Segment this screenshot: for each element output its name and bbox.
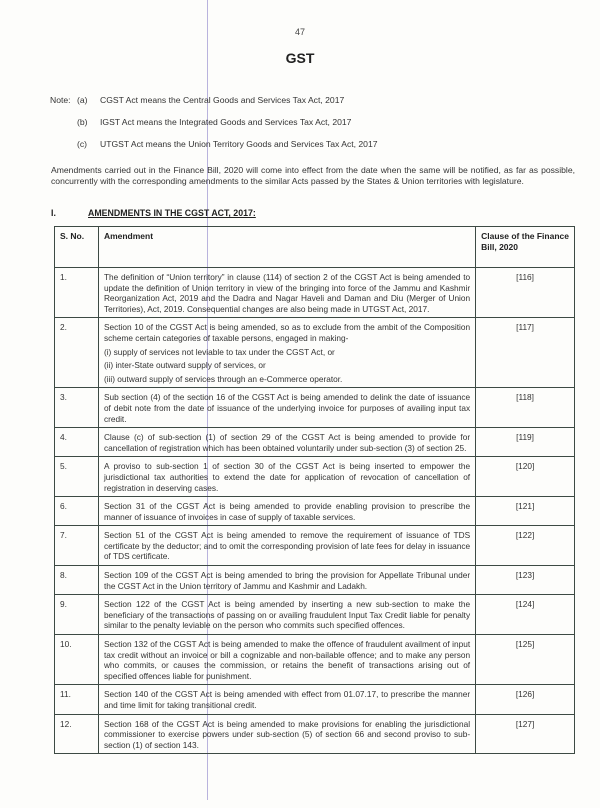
header-clause: Clause of the Finance Bill, 2020 bbox=[476, 227, 575, 268]
intro-paragraph: Amendments carried out in the Finance Bill, 2020 will come into effect from the date when the same will be notified, as far as possible, concurrently with the corresponding amendments to the similar Acts passed by the States & Union territories with legislature. bbox=[51, 165, 575, 187]
row-amendment: Section 109 of the CGST Act is being amended to bring the provision for Appellate Tribunal under the CGST Act in the Union territory of Jammu and Kashmir and Ladakh. bbox=[98, 566, 475, 595]
row-clause: [118] bbox=[476, 388, 575, 428]
row-clause: [120] bbox=[476, 457, 575, 497]
row-sno: 3. bbox=[55, 388, 99, 428]
page-title: GST bbox=[285, 50, 315, 66]
note-item-c bbox=[50, 139, 378, 149]
row-sno: 5. bbox=[55, 457, 99, 497]
row-sno: 6. bbox=[55, 497, 99, 526]
table-row bbox=[55, 497, 575, 526]
row-amendment bbox=[98, 318, 475, 388]
row-amendment: Section 51 of the CGST Act is being amended to remove the requirement of issuance of TDS certificate by the deductor; and to omit the corresponding provision of late fees for delay in issuance of TDS certificate. bbox=[98, 526, 475, 566]
row-amendment: Section 132 of the CGST Act is being amended to make the offence of fraudulent availment of input tax credit without an invoice or bill a cognizable and non-bailable offence; and to make any person who commits, or causes the commission, or retains the benefit of transactions arising out of specified offences liable for punishment. bbox=[98, 635, 475, 685]
row-clause: [123] bbox=[476, 566, 575, 595]
row-sub-item: (iii) outward supply of services through an e-Commerce operator. bbox=[103, 373, 343, 384]
header-amendment: Amendment bbox=[98, 227, 475, 268]
row-sub-item: (ii) inter-State outward supply of services, or bbox=[103, 360, 266, 371]
amendments-table bbox=[54, 226, 575, 754]
section-number: I. bbox=[51, 208, 56, 218]
table-row bbox=[55, 318, 575, 388]
row-sno: 2. bbox=[55, 318, 99, 388]
row-amendment: Section 122 of the CGST Act is being amended by inserting a new sub-section to make the beneficiary of the transactions of passing on or availing fraudulent Input Tax Credit liable for penalty similar to the penalty leviable on the person who commits such specified offences. bbox=[98, 595, 475, 635]
row-clause: [124] bbox=[476, 595, 575, 635]
row-clause: [117] bbox=[476, 318, 575, 388]
row-amendment-text: Section 10 of the CGST Act is being amended, so as to exclude from the ambit of the Composition scheme certain categories of taxable persons, engaged in making- bbox=[103, 322, 471, 343]
row-sno: 8. bbox=[55, 566, 99, 595]
row-sno: 9. bbox=[55, 595, 99, 635]
row-amendment: Section 168 of the CGST Act is being amended to make provisions for enabling the jurisdictional commissioner to exercise powers under sub-section (5) of section 66 and second proviso to sub-section (1) of section 143. bbox=[98, 714, 475, 754]
row-sno: 4. bbox=[55, 428, 99, 457]
section-heading bbox=[51, 208, 256, 218]
note-text: CGST Act means the Central Goods and Services Tax Act, 2017 bbox=[100, 95, 345, 105]
row-amendment: Section 31 of the CGST Act is being amended to provide enabling provision to prescribe the manner of issuance of invoices in case of supply of taxable services. bbox=[98, 497, 475, 526]
section-title: AMENDMENTS IN THE CGST ACT, 2017: bbox=[88, 208, 256, 218]
row-clause: [127] bbox=[476, 714, 575, 754]
note-text: UTGST Act means the Union Territory Goods and Services Tax Act, 2017 bbox=[100, 139, 378, 149]
row-clause: [121] bbox=[476, 497, 575, 526]
row-sub-item: (i) supply of services not leviable to tax under the CGST Act, or bbox=[103, 346, 335, 357]
table-row bbox=[55, 388, 575, 428]
row-clause: [116] bbox=[476, 268, 575, 318]
table-row bbox=[55, 595, 575, 635]
row-sno: 10. bbox=[55, 635, 99, 685]
row-sno: 12. bbox=[55, 714, 99, 754]
row-clause: [119] bbox=[476, 428, 575, 457]
row-amendment: Clause (c) of sub-section (1) of section 29 of the CGST Act is being amended to provide for cancellation of registration which has been obtained voluntarily under sub-section (3) of section 25. bbox=[98, 428, 475, 457]
note-item-b bbox=[50, 117, 351, 127]
note-key: (a) bbox=[77, 95, 88, 105]
note-key: (c) bbox=[77, 139, 88, 149]
table-row bbox=[55, 268, 575, 318]
row-amendment: Section 140 of the CGST Act is being amended with effect from 01.07.17, to prescribe the manner and time limit for taking transitional credit. bbox=[98, 685, 475, 714]
table-row bbox=[55, 714, 575, 754]
note-item-a bbox=[50, 95, 344, 105]
row-amendment: A proviso to sub-section 1 of section 30 of the CGST Act is being inserted to empower the jurisdictional tax authorities to extend the date for application of revocation of cancellation of registration in deserving cases. bbox=[98, 457, 475, 497]
page-number: 47 bbox=[294, 27, 305, 37]
note-label: Note: bbox=[50, 95, 71, 105]
row-clause: [125] bbox=[476, 635, 575, 685]
table-header-row bbox=[55, 227, 575, 268]
note-text: IGST Act means the Integrated Goods and Services Tax Act, 2017 bbox=[100, 117, 352, 127]
table-row bbox=[55, 635, 575, 685]
row-clause: [122] bbox=[476, 526, 575, 566]
note-key: (b) bbox=[77, 117, 88, 127]
table-row bbox=[55, 566, 575, 595]
table-row bbox=[55, 685, 575, 714]
row-amendment: Sub section (4) of the section 16 of the CGST Act is being amended to delink the date of issuance of debit note from the date of issuance of the underlying invoice for purposes of availing input tax credit. bbox=[98, 388, 475, 428]
row-sno: 1. bbox=[55, 268, 99, 318]
row-sno: 7. bbox=[55, 526, 99, 566]
table-row bbox=[55, 428, 575, 457]
row-clause: [126] bbox=[476, 685, 575, 714]
table-row bbox=[55, 526, 575, 566]
row-sno: 11. bbox=[55, 685, 99, 714]
header-sno: S. No. bbox=[55, 227, 99, 268]
row-amendment: The definition of “Union territory” in clause (114) of section 2 of the CGST Act is being amended to update the definition of Union territory in view of the bringing into force of the Jammu and Kashmir Reorganization Act, 2019 and the Dadra and Nagar Haveli and Daman and Diu (Merger of Union Territories), Act, 2019. Consequential changes are also being made in UTGST Act, 2017. bbox=[98, 268, 475, 318]
table-row bbox=[55, 457, 575, 497]
